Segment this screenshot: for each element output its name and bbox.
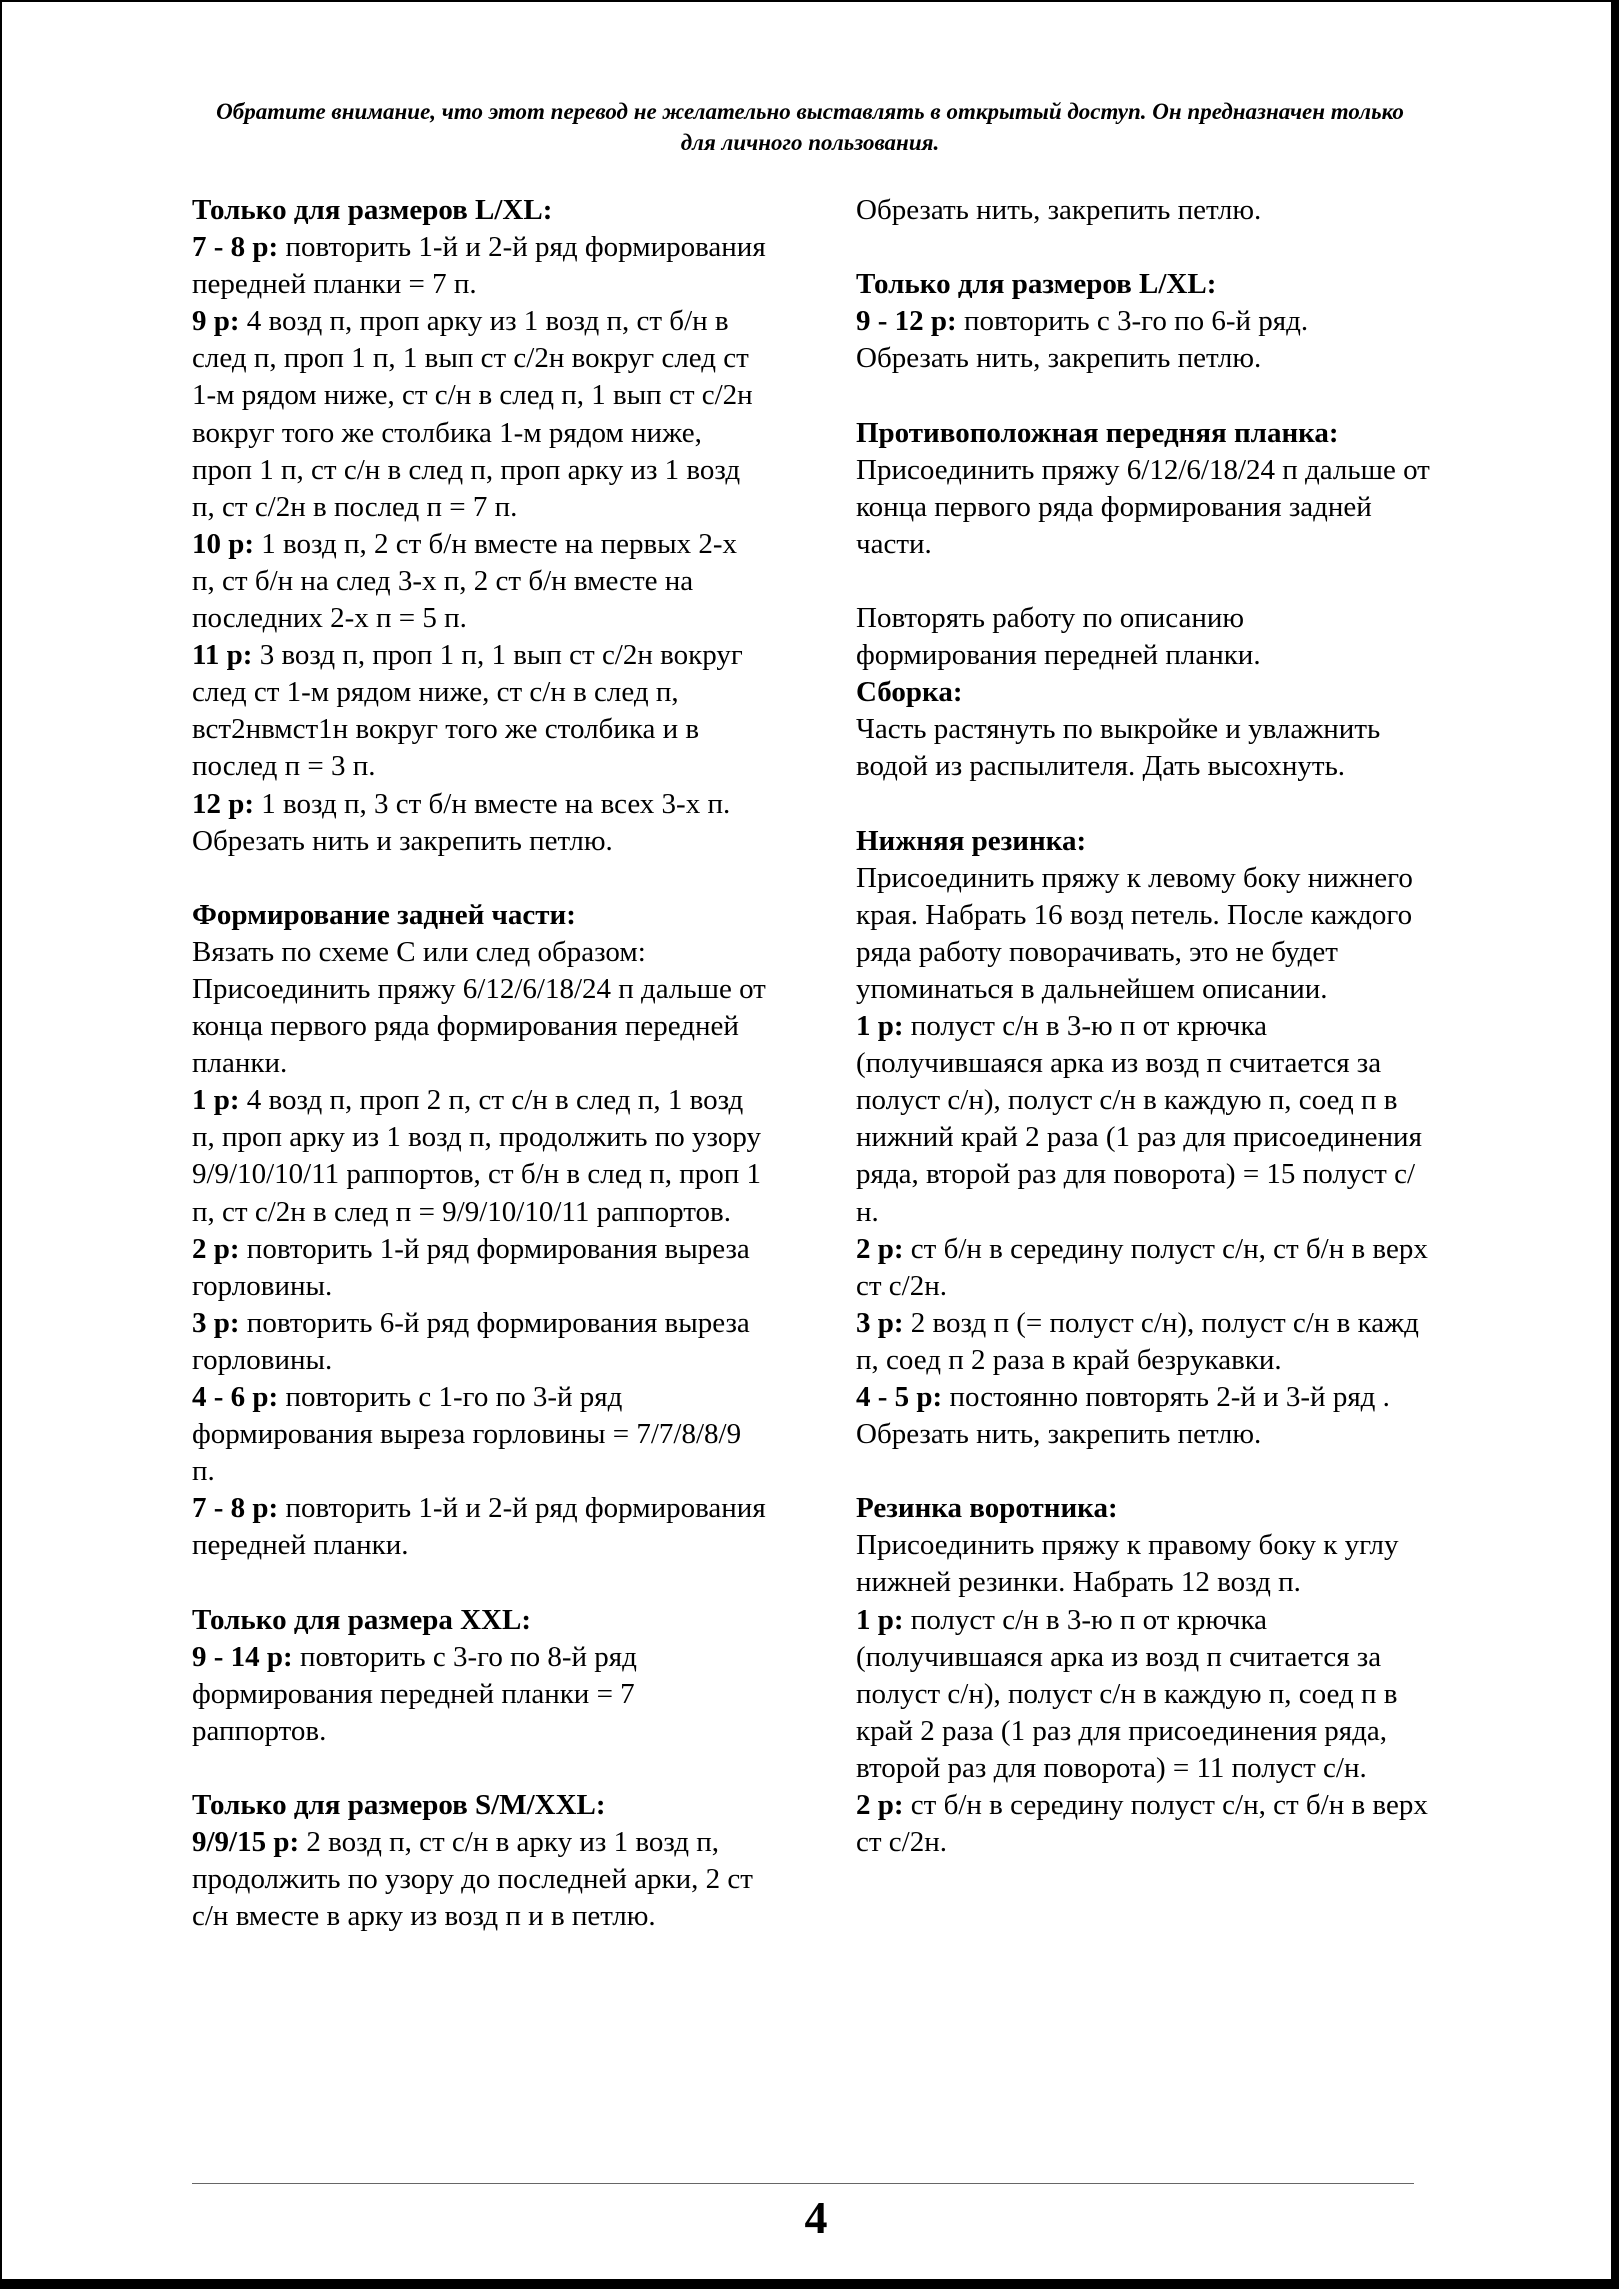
row-label: 7 - 8 р: [192,231,279,264]
paragraph: Присоединить пряжу к левому боку нижнего края. Набрать 16 возд петель. После каждого ряда работу поворачивать, это не будет упоминаться в дальнейшем описании. [856,861,1413,1005]
instruction-row [192,303,767,526]
row-label: 2 р: [856,1232,904,1265]
section-heading: Только для размеров L/XL: [192,194,553,226]
section-heading: Только для размеров S/M/XXL: [192,1789,606,1822]
row-text: 1 возд п, 2 ст б/н вместе на первых 2-х п, ст б/н на след 3-х п, 2 ст б/н вместе на последних 2-х п = 5 п. [192,527,738,635]
page-number: 4 [804,2192,828,2243]
instruction-row [192,1379,767,1490]
row-label: 4 - 6 р: [192,1381,279,1413]
spacer [856,563,1431,600]
row-text: 2 возд п, ст с/н в арку из 1 возд п, продолжить по узору до последней арки, 2 ст с/н вместе в арку из возд п и в петлю. [192,1826,753,1933]
paragraph: Вязать по схеме С или след образом: [192,935,646,968]
spacer [856,1453,1431,1490]
instruction-row [192,1824,767,1935]
instruction-row [192,1639,767,1750]
row-label: 9 - 12 р: [856,305,957,338]
row-label: 9/9/15 р: [192,1826,300,1859]
spacer [856,377,1431,414]
instruction-row [856,1231,1431,1305]
paragraph: Часть растянуть по выкройке и увлажнить водой из распылителя. Дать высохнуть. [856,713,1381,783]
row-text: повторить 1-й и 2-й ряд формирования передней планки = 7 п. [192,231,766,301]
row-label: 7 - 8 р: [192,1492,279,1525]
footer-rule [192,2183,1414,2184]
row-text: 3 возд п, проп 1 п, 1 вып ст с/2н вокруг след ст 1-м рядом ниже, ст с/н в след п, вст2нвмст1н вокруг того же столбика и в послед п = 3 п. [192,639,743,783]
row-text: 2 возд п (= полуст с/н), полуст с/н в кажд п, соед п 2 раза в край безрукавки. [856,1306,1419,1376]
row-text: повторить с 3-го по 8-й ряд формирования передней планки = 7 раппортов. [192,1640,637,1747]
spacer [192,860,767,897]
row-text: повторить 1-й и 2-й ряд формирования передней планки. [192,1492,766,1562]
row-text: 4 возд п, проп арку из 1 возд п, ст б/н в след п, проп 1 п, 1 вып ст с/2н вокруг след ст 1-м рядом ниже, ст с/н в след п, 1 вып ст с/2н вокруг того же столбика 1-м рядом ниже, проп 1 п, ст с/н в след п, проп арку из 1 возд п, ст с/2н в послед п = 7 п. [192,305,753,523]
row-text: ст б/н в середину полуст с/н, ст б/н в верх ст с/2н. [856,1789,1428,1859]
spacer [856,229,1431,266]
row-text: полуст с/н в 3-ю п от крючка (получившаяся арка из возд п считается за полуст с/н), полуст с/н в каждую п, соед п в нижний край 2 раза (1 раз для присоединения ряда, второй раз для поворота) = 15 полуст с/н. [856,1010,1422,1228]
instruction-row [856,1602,1431,1787]
row-text: постоянно повторять 2-й и 3-й ряд . [942,1381,1390,1413]
row-text: повторить с 3-го по 6-й ряд. [956,305,1309,338]
row-text: 4 возд п, проп 2 п, ст с/н в след п, 1 возд п, проп арку из 1 возд п, продолжить по узору 9/9/10/10/11 раппортов, ст б/н в след п, проп 1 п, ст с/2н в след п = 9/9/10/10/11 раппортов. [192,1084,761,1228]
instruction-row [856,1379,1431,1416]
paragraph: Присоединить пряжу 6/12/6/18/24 п дальше от конца первого ряда формирования задней части. [856,453,1430,560]
instruction-row [192,1231,767,1305]
section-heading: Сборка: [856,676,963,709]
paragraph: Присоединить пряжу 6/12/6/18/24 п дальше от конца первого ряда формирования передней планки. [192,972,766,1080]
instruction-row [192,637,767,785]
row-label: 3 р: [856,1306,904,1339]
section-heading: Противоположная передняя планка: [856,416,1339,449]
paragraph: Обрезать нить и закрепить петлю. [192,824,613,857]
instruction-row [192,786,767,823]
row-text: повторить 6-й ряд формирования выреза горловины. [192,1306,750,1376]
row-label: 2 р: [192,1232,240,1265]
row-text: ст б/н в середину полуст с/н, ст б/н в верх ст с/2н. [856,1232,1428,1302]
row-label: 9 - 14 р: [192,1640,293,1673]
paragraph: Повторять работу по описанию формирования передней планки. [856,602,1261,672]
paragraph: Присоединить пряжу к правому боку к углу нижней резинки. Набрать 12 возд п. [856,1529,1399,1599]
privacy-notice: Обратите внимание, что этот перевод не желательно выставлять в открытый доступ. Он предназначен только для личного пользования. [216,99,1404,155]
right-column [856,192,1431,1861]
instruction-row [856,1787,1431,1861]
instruction-row [192,1082,767,1230]
section-heading: Только для размеров L/XL: [856,268,1217,301]
row-text: полуст с/н в 3-ю п от крючка (получившаяся арка из возд п считается за полуст с/н), полуст с/н в каждую п, соед п в край 2 раза (1 раз для присоединения ряда, второй раз для поворота) = 11 полуст с/н. [856,1603,1398,1784]
paragraph: Обрезать нить, закрепить петлю. [856,1418,1262,1451]
section-heading: Только для размера XXL: [192,1603,531,1636]
instruction-row [192,526,767,637]
row-label: 12 р: [192,787,255,820]
left-column [192,192,767,1935]
instruction-row [856,1008,1431,1231]
row-label: 1 р: [856,1603,904,1636]
section-heading: Формирование задней части: [192,898,576,931]
row-label: 1 р: [856,1010,904,1043]
section-heading: Нижняя резинка: [856,824,1087,857]
row-text: повторить с 1-го по 3-й ряд формирования выреза горловины = 7/7/8/8/9 п. [192,1381,742,1488]
paragraph: Обрезать нить, закрепить петлю. [856,194,1262,226]
row-label: 2 р: [856,1789,904,1822]
instruction-row [856,1305,1431,1379]
row-label: 3 р: [192,1306,240,1339]
instruction-row [192,229,767,303]
row-label: 4 - 5 р: [856,1381,943,1413]
row-text: 1 возд п, 3 ст б/н вместе на всех 3-х п. [254,787,731,820]
row-label: 10 р: [192,527,255,560]
instruction-row [192,1490,767,1564]
spacer [192,1750,767,1787]
row-label: 11 р: [192,639,253,672]
instruction-row [856,303,1431,340]
paragraph: Обрезать нить, закрепить петлю. [856,342,1262,375]
instruction-row [192,1305,767,1379]
row-label: 1 р: [192,1084,240,1117]
spacer [192,1564,767,1601]
spacer [856,786,1431,823]
row-label: 9 р: [192,305,240,338]
row-text: повторить 1-й ряд формирования выреза горловины. [192,1232,750,1302]
section-heading: Резинка воротника: [856,1492,1118,1525]
